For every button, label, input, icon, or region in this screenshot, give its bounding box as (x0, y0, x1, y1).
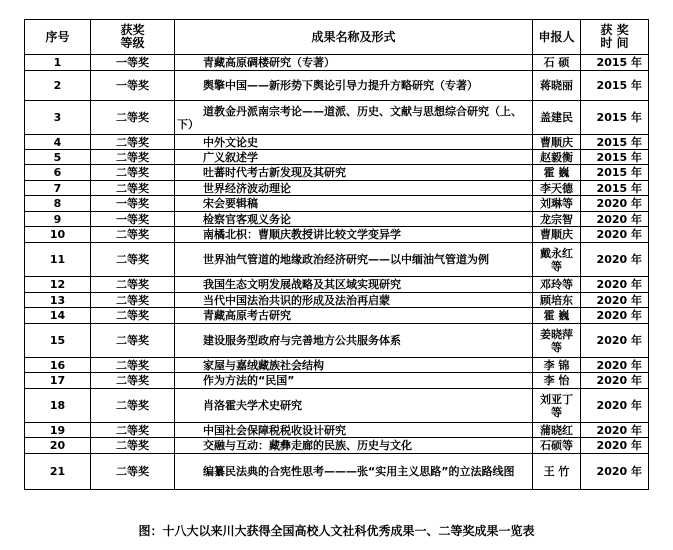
figure-caption: 图：十八大以来川大获得全国高校人文社科优秀成果一、二等奖成果一览表 (138, 524, 535, 538)
row-number: 19 (25, 423, 91, 438)
award-year: 2020 年 (581, 324, 649, 358)
award-grade: 二等奖 (91, 150, 175, 165)
award-grade: 一等奖 (91, 71, 175, 101)
row-number: 12 (25, 277, 91, 293)
table-row (25, 277, 649, 293)
row-number: 1 (25, 55, 91, 71)
applicant: 蒋晓丽 (533, 71, 581, 101)
applicant: 石 硕 (533, 55, 581, 71)
award-year: 2020 年 (581, 293, 649, 308)
applicant: 曹顺庆 (533, 227, 581, 243)
work-title: 青藏高原考古研究 (175, 308, 533, 324)
table-row (25, 150, 649, 165)
award-grade: 二等奖 (91, 308, 175, 324)
award-grade: 二等奖 (91, 277, 175, 293)
work-title: 交融与互动：藏彝走廊的民族、历史与文化 (175, 438, 533, 454)
row-number: 5 (25, 150, 91, 165)
award-grade: 二等奖 (91, 227, 175, 243)
header-year: 获 奖 时 间 (581, 20, 649, 55)
award-grade: 二等奖 (91, 373, 175, 389)
work-title: 青藏高原碉楼研究（专著） (175, 55, 533, 71)
award-year: 2020 年 (581, 373, 649, 389)
applicant: 龙宗智 (533, 212, 581, 227)
work-title: 检察官客观义务论 (175, 212, 533, 227)
applicant: 戴永红等 (533, 243, 581, 277)
work-title: 中外文论史 (175, 135, 533, 150)
table-row (25, 101, 649, 135)
table-row (25, 293, 649, 308)
work-title: 当代中国法治共识的形成及法治再启蒙 (175, 293, 533, 308)
work-title: 编纂民法典的合宪性思考———张“实用主义思路”的立法路线图 (175, 454, 533, 490)
work-title: 肖洛霍夫学术史研究 (175, 389, 533, 423)
applicant: 曹顺庆 (533, 135, 581, 150)
row-number: 17 (25, 373, 91, 389)
table-row (25, 308, 649, 324)
work-title: 家屋与嘉绒藏族社会结构 (175, 358, 533, 373)
award-year: 2015 年 (581, 71, 649, 101)
awards-table (24, 19, 649, 490)
table-body (25, 55, 649, 490)
header-name: 成果名称及形式 (175, 20, 533, 55)
award-grade: 二等奖 (91, 324, 175, 358)
table-row (25, 389, 649, 423)
award-year: 2020 年 (581, 243, 649, 277)
award-grade: 二等奖 (91, 423, 175, 438)
header-row (25, 20, 649, 55)
work-title: 宋会要辑稿 (175, 196, 533, 212)
award-grade: 二等奖 (91, 165, 175, 181)
applicant: 李天德 (533, 181, 581, 196)
row-number: 16 (25, 358, 91, 373)
award-year: 2020 年 (581, 212, 649, 227)
award-grade: 二等奖 (91, 358, 175, 373)
table-row (25, 438, 649, 454)
table-row (25, 243, 649, 277)
award-year: 2015 年 (581, 150, 649, 165)
award-year: 2015 年 (581, 181, 649, 196)
work-title: 作为方法的“民国” (175, 373, 533, 389)
table-row (25, 55, 649, 71)
award-year: 2015 年 (581, 55, 649, 71)
work-title: 我国生态文明发展战略及其区域实现研究 (175, 277, 533, 293)
award-grade: 二等奖 (91, 243, 175, 277)
table-row (25, 181, 649, 196)
row-number: 10 (25, 227, 91, 243)
applicant: 石硕等 (533, 438, 581, 454)
award-grade: 二等奖 (91, 438, 175, 454)
award-year: 2015 年 (581, 135, 649, 150)
award-year: 2020 年 (581, 358, 649, 373)
table-row (25, 227, 649, 243)
row-number: 2 (25, 71, 91, 101)
award-grade: 二等奖 (91, 101, 175, 135)
row-number: 20 (25, 438, 91, 454)
award-year: 2020 年 (581, 423, 649, 438)
row-number: 3 (25, 101, 91, 135)
header-applicant: 申报人 (533, 20, 581, 55)
work-title: 南橘北枳：曹顺庆教授讲比较文学变异学 (175, 227, 533, 243)
award-year: 2015 年 (581, 101, 649, 135)
award-grade: 二等奖 (91, 181, 175, 196)
row-number: 21 (25, 454, 91, 490)
award-grade: 二等奖 (91, 389, 175, 423)
row-number: 6 (25, 165, 91, 181)
applicant: 李 锦 (533, 358, 581, 373)
row-number: 11 (25, 243, 91, 277)
table-row (25, 71, 649, 101)
work-title: 舆擎中国——新形势下舆论引导力提升方略研究（专著） (175, 71, 533, 101)
award-year: 2020 年 (581, 389, 649, 423)
work-title: 世界油气管道的地缘政治经济研究——以中缅油气管道为例 (175, 243, 533, 277)
applicant: 刘琳等 (533, 196, 581, 212)
applicant: 王 竹 (533, 454, 581, 490)
applicant: 霍 巍 (533, 165, 581, 181)
table-row (25, 196, 649, 212)
work-title: 吐蕃时代考古新发现及其研究 (175, 165, 533, 181)
applicant: 姜晓萍等 (533, 324, 581, 358)
table-row (25, 324, 649, 358)
award-grade: 一等奖 (91, 196, 175, 212)
row-number: 8 (25, 196, 91, 212)
row-number: 13 (25, 293, 91, 308)
applicant: 邓玲等 (533, 277, 581, 293)
award-year: 2020 年 (581, 438, 649, 454)
award-year: 2020 年 (581, 196, 649, 212)
work-title: 世界经济波动理论 (175, 181, 533, 196)
applicant: 盖建民 (533, 101, 581, 135)
table-row (25, 358, 649, 373)
award-grade: 二等奖 (91, 454, 175, 490)
row-number: 4 (25, 135, 91, 150)
award-year: 2020 年 (581, 308, 649, 324)
applicant: 赵毅衡 (533, 150, 581, 165)
award-year: 2015 年 (581, 165, 649, 181)
award-grade: 一等奖 (91, 55, 175, 71)
row-number: 9 (25, 212, 91, 227)
award-grade: 二等奖 (91, 293, 175, 308)
applicant: 李 怡 (533, 373, 581, 389)
award-year: 2020 年 (581, 227, 649, 243)
table-row (25, 165, 649, 181)
applicant: 刘亚丁等 (533, 389, 581, 423)
table-row (25, 212, 649, 227)
row-number: 14 (25, 308, 91, 324)
table-row (25, 423, 649, 438)
header-grade: 获奖 等级 (91, 20, 175, 55)
award-year: 2020 年 (581, 454, 649, 490)
table-row (25, 373, 649, 389)
header-no: 序号 (25, 20, 91, 55)
award-grade: 二等奖 (91, 135, 175, 150)
row-number: 15 (25, 324, 91, 358)
work-title: 广义叙述学 (175, 150, 533, 165)
row-number: 7 (25, 181, 91, 196)
applicant: 蒲晓红 (533, 423, 581, 438)
awards-table-container (24, 19, 648, 515)
work-title: 中国社会保障税税收设计研究 (175, 423, 533, 438)
work-title: 道教金丹派南宗考论——道派、历史、文献与思想综合研究（上、下） (175, 101, 533, 135)
award-year: 2020 年 (581, 277, 649, 293)
work-title: 建设服务型政府与完善地方公共服务体系 (175, 324, 533, 358)
table-row (25, 135, 649, 150)
table-row (25, 454, 649, 490)
row-number: 18 (25, 389, 91, 423)
applicant: 霍 巍 (533, 308, 581, 324)
applicant: 顾培东 (533, 293, 581, 308)
award-grade: 一等奖 (91, 212, 175, 227)
